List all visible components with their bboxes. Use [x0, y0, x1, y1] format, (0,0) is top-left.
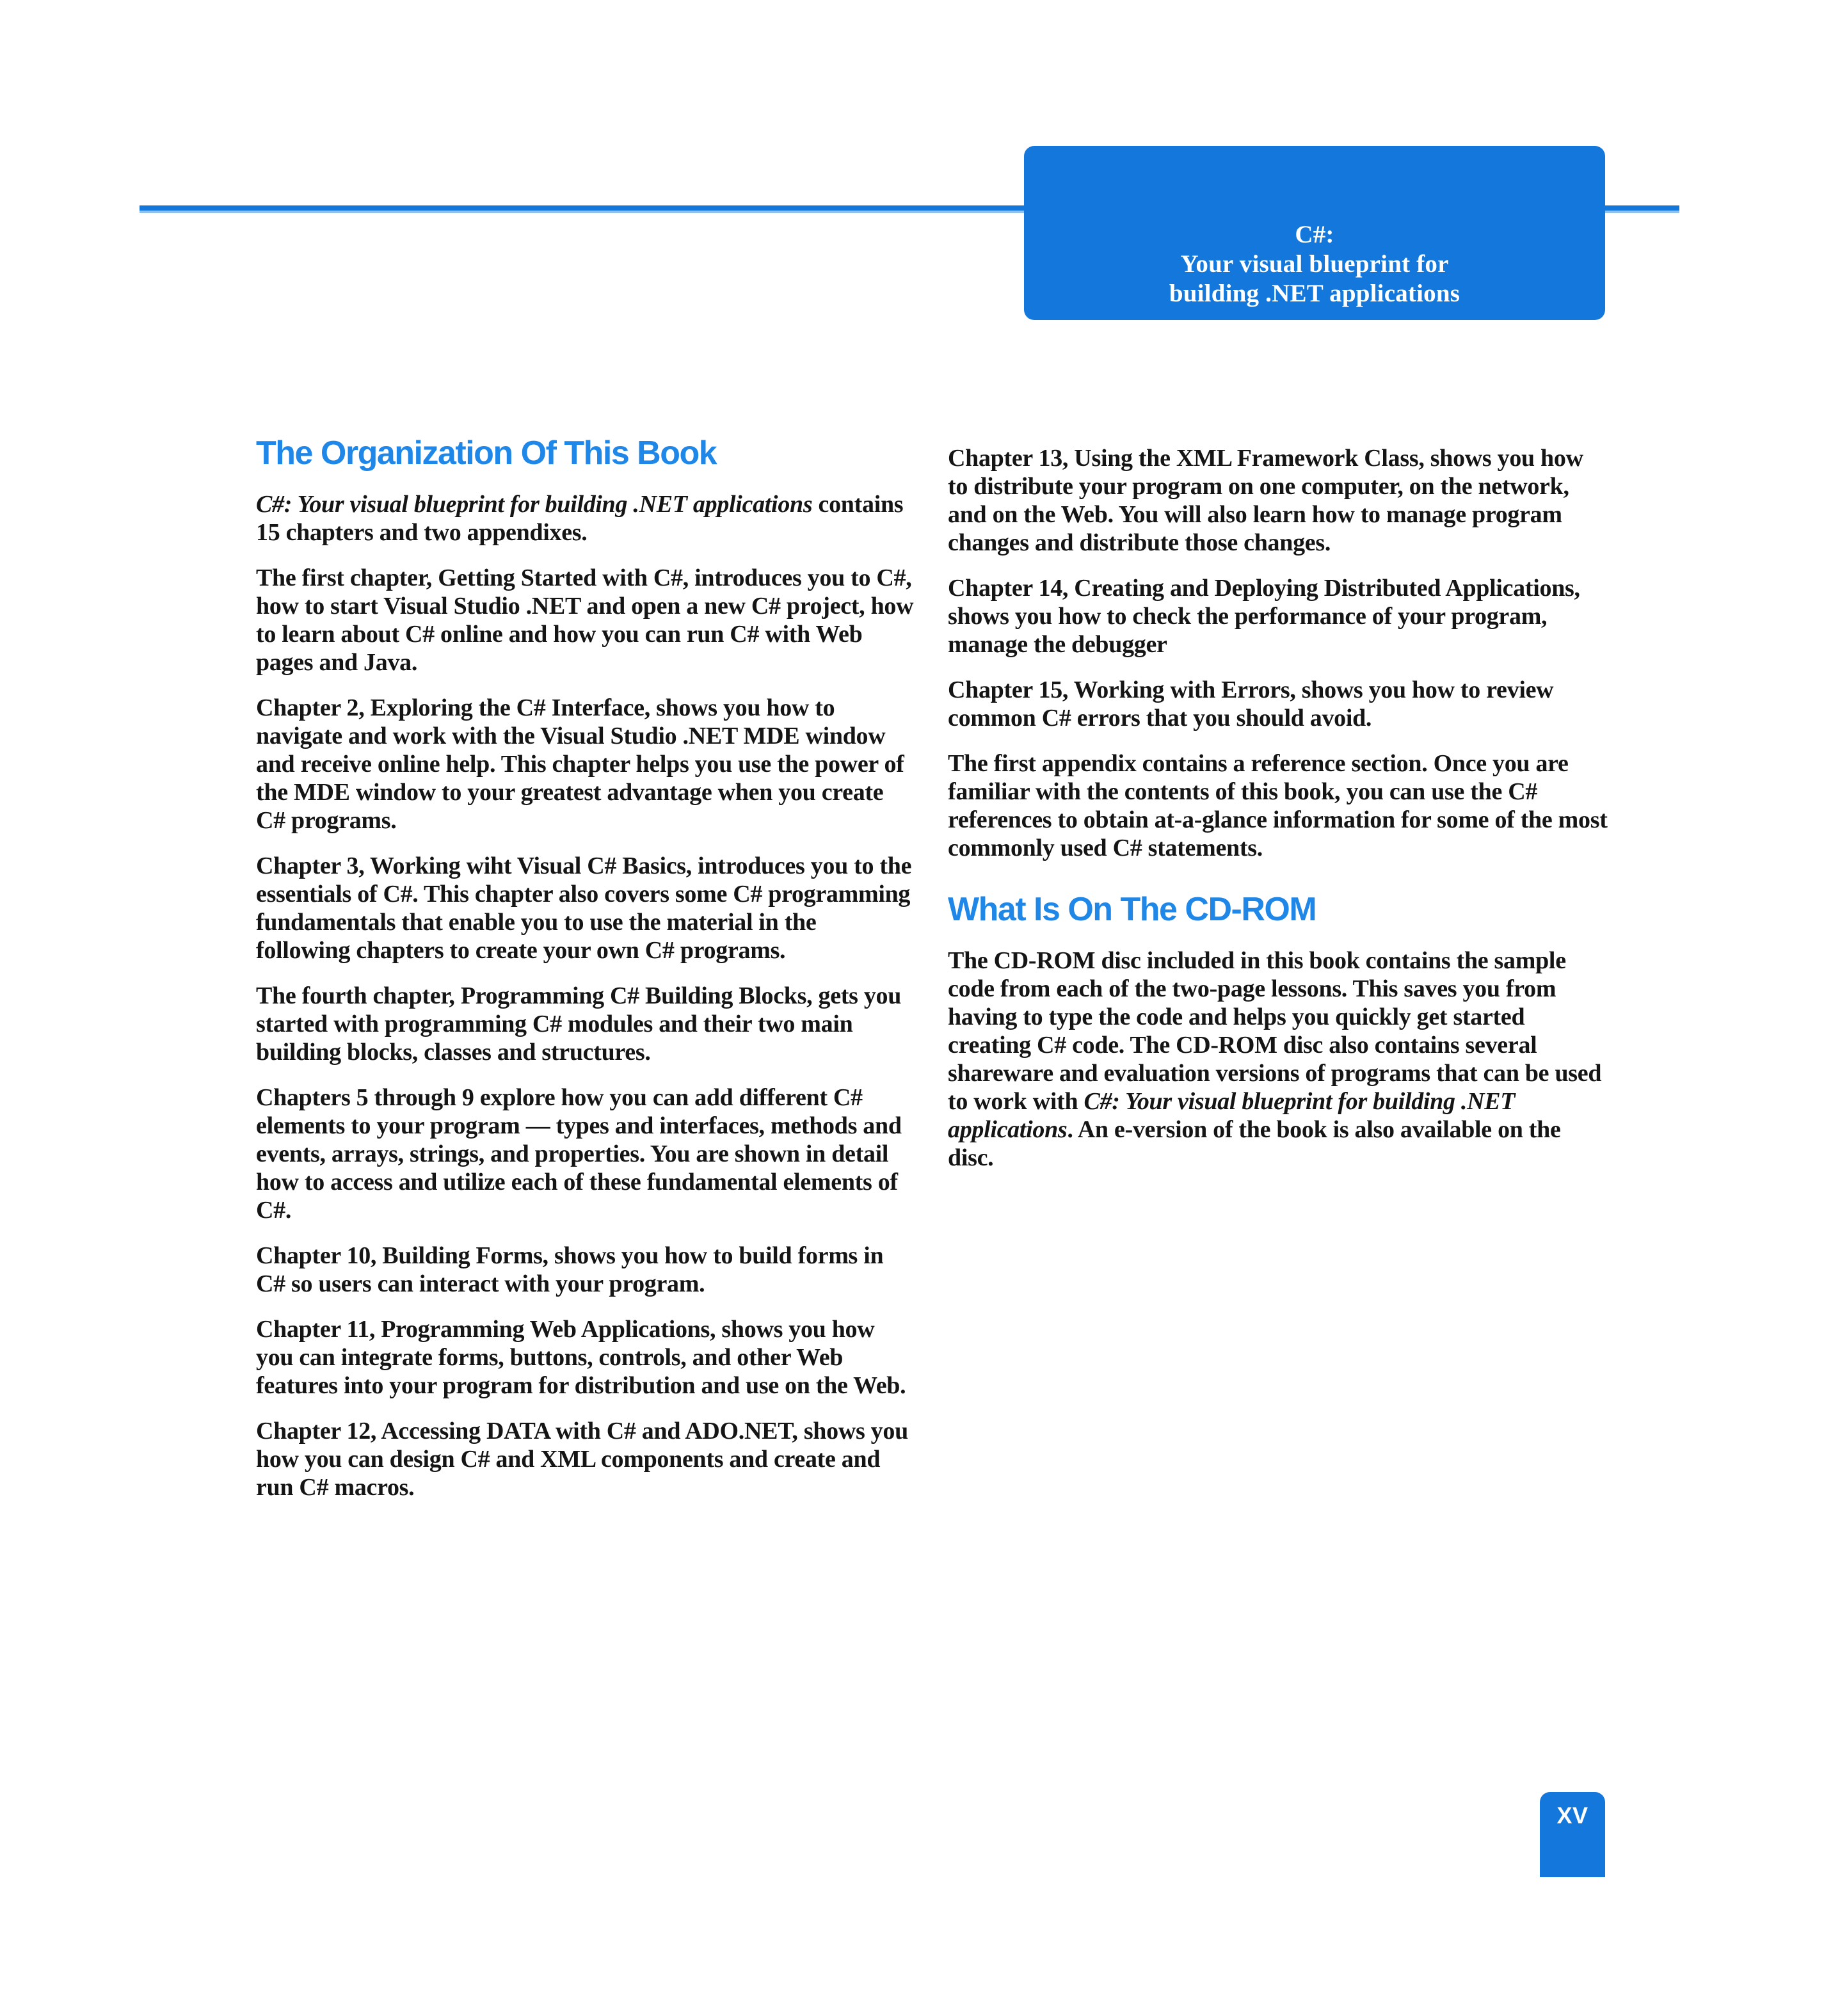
- page-number-tab: [1540, 1792, 1605, 1877]
- text-run: The first appendix contains a reference section. Once you are familiar with the contents of this book, you can use the C# references to obtain at-a-glance information for some of the most commonly used C# statements.: [948, 750, 1608, 861]
- paragraph: [256, 1242, 916, 1298]
- left-column: [256, 435, 916, 1519]
- paragraph: [948, 749, 1608, 862]
- paragraph: [256, 490, 916, 547]
- text-run: Chapter 15, Working with Errors, shows you how to review common C# errors that you should avoid.: [948, 676, 1554, 732]
- paragraph: [256, 1417, 916, 1501]
- text-run: Chapter 3, Working wiht Visual C# Basics, introduces you to the essentials of C#. This chapter also covers some C# programming fundamentals that enable you to use the material in the following chapters to create your own C# programs.: [256, 852, 912, 964]
- paragraph: [256, 982, 916, 1066]
- text-run: Chapter 2, Exploring the C# Interface, shows you how to navigate and work with the Visual Studio .NET MDE window and receive online help. This chapter helps you use the power of the MDE window to your greatest advantage when you create C# programs.: [256, 694, 904, 834]
- text-run: Chapter 12, Accessing DATA with C# and ADO.NET, shows you how you can design C# and XML components and create and run C# macros.: [256, 1418, 908, 1501]
- left-column-paragraphs: [256, 490, 916, 1501]
- page-columns: [256, 435, 1608, 1519]
- book-title-line-3: building .NET applications: [1169, 280, 1460, 307]
- text-run: The first chapter, Getting Started with C#, introduces you to C#, how to start Visual Studio .NET and open a new C# project, how to learn about C# online and how you can run C# with Web pages and Java.: [256, 564, 914, 676]
- paragraph: [948, 947, 1608, 1172]
- right-column: [948, 435, 1608, 1519]
- right-column-paragraphs-bottom: [948, 947, 1608, 1172]
- paragraph: [256, 1315, 916, 1400]
- text-run: The CD-ROM disc included in this book contains the sample code from each of the two-page lessons. This saves you from having to type the code and helps you quickly get started creating C# code. The CD-ROM disc also contains several shareware and evaluation versions of programs that can be used to work with: [948, 947, 1602, 1115]
- book-title-reference-italic: C#: Your visual blueprint for building .NET applications: [948, 1088, 1516, 1143]
- paragraph: [948, 574, 1608, 659]
- page-number: XV: [1556, 1802, 1588, 1828]
- book-title-line-2: Your visual blueprint for: [1180, 250, 1449, 278]
- book-title-line-1: C#:: [1295, 221, 1334, 248]
- book-title-reference-italic: C#: Your visual blueprint for building .NET applications: [256, 491, 813, 518]
- paragraph: [256, 852, 916, 964]
- book-title-box: [1024, 146, 1605, 320]
- text-run: Chapter 13, Using the XML Framework Class, shows you how to distribute your program on one computer, on the network, and on the Web. You will also learn how to manage program changes and distribute those changes.: [948, 445, 1583, 556]
- paragraph: [256, 694, 916, 835]
- text-run: Chapter 11, Programming Web Applications, shows you how you can integrate forms, buttons, controls, and other Web features into your program for distribution and use on the Web.: [256, 1316, 906, 1399]
- section-heading-cdrom: What Is On The CD-ROM: [948, 891, 1316, 928]
- text-run: Chapter 14, Creating and Deploying Distributed Applications, shows you how to check the performance of your program, manage the debugger: [948, 575, 1580, 658]
- text-run: contains 15 chapters and two appendixes.: [256, 491, 904, 546]
- paragraph: [948, 444, 1608, 557]
- paragraph: [948, 676, 1608, 732]
- paragraph: [256, 1084, 916, 1224]
- text-run: The fourth chapter, Programming C# Building Blocks, gets you started with programming C# modules and their two main building blocks, classes and structures.: [256, 982, 902, 1066]
- text-run: Chapter 10, Building Forms, shows you how to build forms in C# so users can interact with your program.: [256, 1242, 884, 1297]
- section-heading-organization: The Organization Of This Book: [256, 435, 717, 472]
- text-run: Chapters 5 through 9 explore how you can add different C# elements to your program — types and interfaces, methods and events, arrays, strings, and properties. You are shown in detail how to access and utilize each of these fundamental elements of C#.: [256, 1084, 902, 1224]
- paragraph: [256, 564, 916, 676]
- text-run: . An e-version of the book is also available on the disc.: [948, 1116, 1561, 1171]
- right-column-paragraphs-top: [948, 444, 1608, 862]
